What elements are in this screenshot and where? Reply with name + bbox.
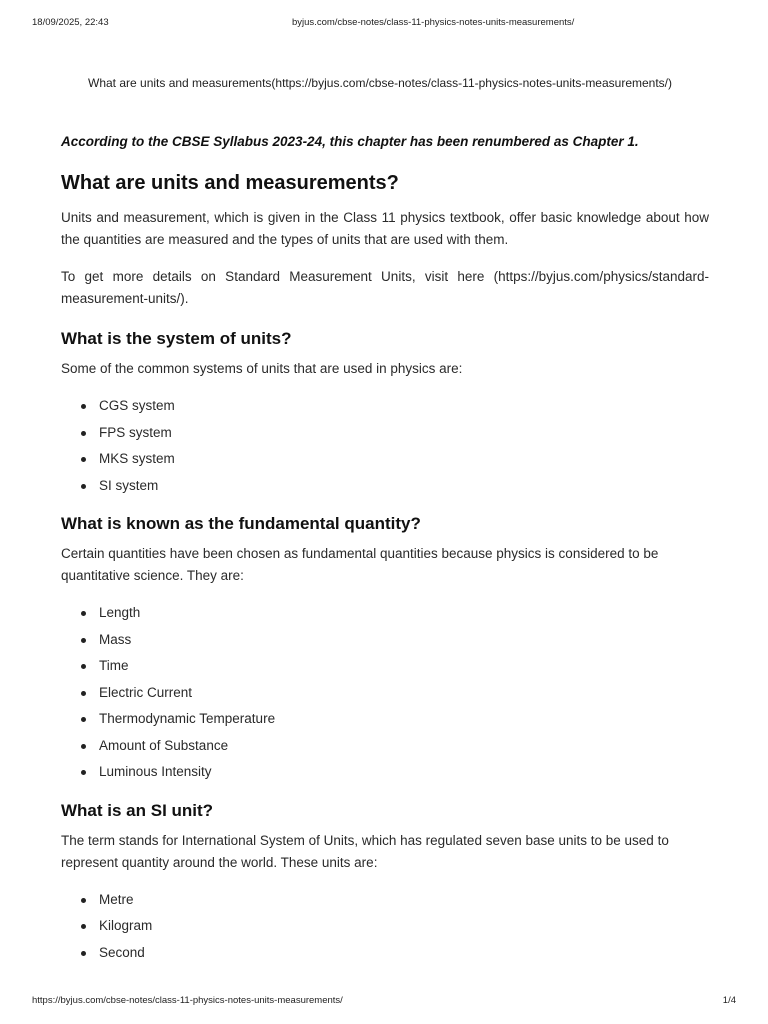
section-heading-systems: What is the system of units?: [61, 329, 292, 348]
list-item: FPS system: [99, 420, 709, 447]
si-paragraph: The term stands for International System of Units, which has regulated seven base units to be used to represent quantity around the world. These units are:: [61, 832, 669, 870]
list-item: MKS system: [99, 446, 709, 473]
page-number: 1/4: [722, 995, 736, 1006]
list-item: Length: [99, 600, 709, 627]
list-item: Kilogram: [99, 913, 709, 940]
fundamental-paragraph: Certain quantities have been chosen as fundamental quantities because physics is considered to be quantitative science. They are:: [61, 546, 659, 583]
list-item: Time: [99, 653, 709, 680]
breadcrumb-link[interactable]: What are units and measurements(https://byjus.com/cbse-notes/class-11-physics-notes-units-measurements/): [88, 76, 673, 90]
section-heading-si: What is an SI unit?: [61, 800, 214, 820]
list-item: Electric Current: [99, 680, 709, 707]
list-item: Metre: [99, 887, 709, 914]
si-list: [61, 887, 709, 967]
systems-list: [61, 393, 709, 499]
section-heading-fundamental: What is known as the fundamental quantity?: [61, 514, 421, 533]
list-item: Luminous Intensity: [99, 759, 709, 786]
list-item: Mass: [99, 627, 709, 654]
list-item: SI system: [99, 473, 709, 500]
print-footer-url: https://byjus.com/cbse-notes/class-11-physics-notes-units-measurements/: [32, 995, 343, 1006]
print-header: [32, 17, 736, 31]
list-item: CGS system: [99, 393, 709, 420]
syllabus-notice: According to the CBSE Syllabus 2023-24, this chapter has been renumbered as Chapter 1.: [61, 134, 639, 149]
intro-paragraph: Units and measurement, which is given in the Class 11 physics textbook, offer basic knowledge about how the quantities are measured and the types of units that are used with them.: [61, 210, 709, 247]
fundamental-list: [61, 600, 709, 786]
print-datetime: 18/09/2025, 22:43: [32, 17, 109, 28]
list-item: Amount of Substance: [99, 733, 709, 760]
page-title: What are units and measurements?: [61, 172, 399, 194]
article-content: [61, 131, 709, 966]
systems-paragraph: Some of the common systems of units that are used in physics are:: [61, 361, 463, 376]
list-item: Thermodynamic Temperature: [99, 706, 709, 733]
standard-units-link-paragraph[interactable]: To get more details on Standard Measurement Units, visit here (https://byjus.com/physics/standard-measurement-units/).: [61, 269, 709, 306]
list-item: Second: [99, 940, 709, 967]
print-header-url: byjus.com/cbse-notes/class-11-physics-notes-units-measurements/: [292, 17, 575, 28]
